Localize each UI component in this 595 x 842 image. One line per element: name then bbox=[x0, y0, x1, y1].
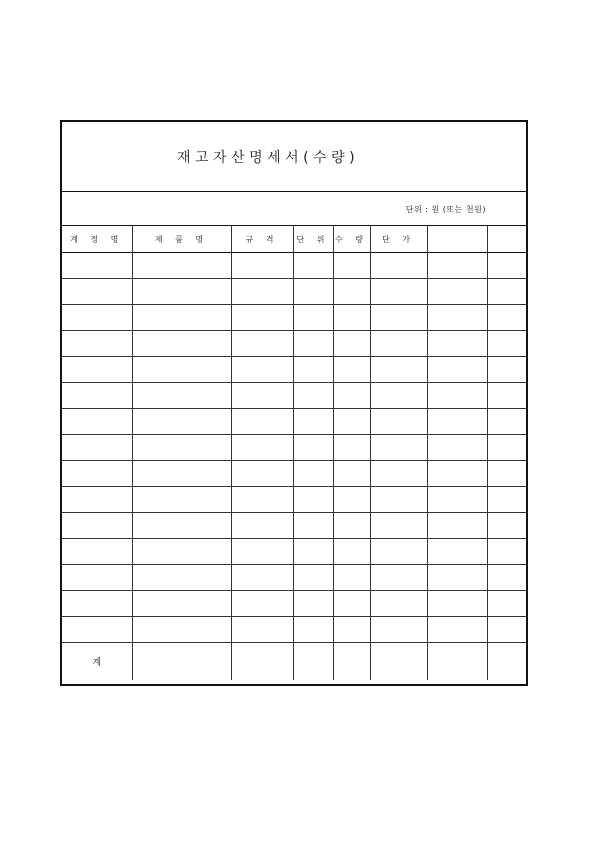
table-row bbox=[62, 435, 526, 461]
table-row bbox=[62, 383, 526, 409]
table-row bbox=[62, 487, 526, 513]
table-cell bbox=[293, 539, 333, 565]
table-cell bbox=[132, 591, 231, 617]
table-cell bbox=[231, 383, 293, 409]
table-cell bbox=[487, 435, 526, 461]
table-cell bbox=[370, 253, 427, 279]
column-header-unit-price: 단 가 bbox=[370, 226, 427, 253]
table-cell bbox=[132, 617, 231, 643]
table-cell bbox=[231, 539, 293, 565]
table-cell bbox=[427, 305, 487, 331]
table-cell bbox=[231, 253, 293, 279]
column-header-product: 제 품 명 bbox=[132, 226, 231, 253]
table-cell bbox=[62, 461, 132, 487]
table-row bbox=[62, 279, 526, 305]
table-cell bbox=[427, 435, 487, 461]
table-cell bbox=[370, 539, 427, 565]
table-cell bbox=[132, 461, 231, 487]
table-cell bbox=[62, 513, 132, 539]
table-cell bbox=[62, 565, 132, 591]
table-cell bbox=[62, 279, 132, 305]
table-cell bbox=[293, 565, 333, 591]
table-cell bbox=[370, 617, 427, 643]
column-header-account: 계 정 명 bbox=[62, 226, 132, 253]
total-cell bbox=[333, 643, 370, 681]
table-cell bbox=[132, 331, 231, 357]
table-cell bbox=[370, 591, 427, 617]
unit-block bbox=[62, 192, 526, 226]
table-cell bbox=[231, 513, 293, 539]
table-cell bbox=[487, 617, 526, 643]
inventory-table bbox=[62, 226, 526, 680]
table-cell bbox=[293, 487, 333, 513]
table-cell bbox=[231, 331, 293, 357]
table-cell bbox=[293, 513, 333, 539]
total-row bbox=[62, 643, 526, 681]
total-cell bbox=[487, 643, 526, 681]
table-cell bbox=[132, 409, 231, 435]
table-cell bbox=[62, 409, 132, 435]
table-cell bbox=[333, 435, 370, 461]
table-cell bbox=[333, 357, 370, 383]
table-cell bbox=[487, 513, 526, 539]
table-row bbox=[62, 513, 526, 539]
total-cell bbox=[427, 643, 487, 681]
table-cell bbox=[293, 617, 333, 643]
table-row bbox=[62, 331, 526, 357]
table-cell bbox=[293, 591, 333, 617]
table-cell bbox=[62, 487, 132, 513]
table-cell bbox=[333, 617, 370, 643]
table-row bbox=[62, 253, 526, 279]
table-cell bbox=[231, 357, 293, 383]
table-cell bbox=[333, 253, 370, 279]
table-cell bbox=[370, 383, 427, 409]
table-row bbox=[62, 409, 526, 435]
column-header-blank-2 bbox=[487, 226, 526, 253]
table-cell bbox=[487, 565, 526, 591]
table-cell bbox=[487, 331, 526, 357]
table-cell bbox=[293, 305, 333, 331]
unit-note: 단위 : 원 (또는 천원) bbox=[405, 205, 486, 214]
table-cell bbox=[427, 461, 487, 487]
total-cell bbox=[231, 643, 293, 681]
table-cell bbox=[427, 565, 487, 591]
table-cell bbox=[370, 513, 427, 539]
table-cell bbox=[370, 409, 427, 435]
table-row bbox=[62, 539, 526, 565]
table-cell bbox=[231, 279, 293, 305]
table-row bbox=[62, 305, 526, 331]
table-cell bbox=[62, 435, 132, 461]
table-cell bbox=[427, 513, 487, 539]
column-header-blank-1 bbox=[427, 226, 487, 253]
table-cell bbox=[333, 461, 370, 487]
table-cell bbox=[370, 461, 427, 487]
table-cell bbox=[333, 383, 370, 409]
table-cell bbox=[370, 357, 427, 383]
column-header-unit: 단 위 bbox=[293, 226, 333, 253]
table-cell bbox=[427, 409, 487, 435]
table-cell bbox=[487, 461, 526, 487]
table-cell bbox=[132, 279, 231, 305]
table-cell bbox=[231, 305, 293, 331]
table-row bbox=[62, 565, 526, 591]
table-cell bbox=[333, 487, 370, 513]
table-cell bbox=[62, 357, 132, 383]
table-cell bbox=[231, 409, 293, 435]
table-cell bbox=[62, 383, 132, 409]
table-cell bbox=[132, 487, 231, 513]
table-cell bbox=[333, 409, 370, 435]
table-row bbox=[62, 617, 526, 643]
table-cell bbox=[333, 539, 370, 565]
table-row bbox=[62, 461, 526, 487]
table-cell bbox=[333, 305, 370, 331]
table-cell bbox=[132, 357, 231, 383]
table-cell bbox=[132, 305, 231, 331]
table-cell bbox=[333, 331, 370, 357]
table-cell bbox=[231, 461, 293, 487]
table-cell bbox=[427, 279, 487, 305]
table-cell bbox=[370, 331, 427, 357]
table-cell bbox=[370, 565, 427, 591]
total-cell bbox=[293, 643, 333, 681]
table-cell bbox=[487, 253, 526, 279]
table-cell bbox=[487, 383, 526, 409]
table-cell bbox=[293, 253, 333, 279]
table-cell bbox=[487, 409, 526, 435]
header-row bbox=[62, 226, 526, 253]
table-cell bbox=[62, 617, 132, 643]
table-cell bbox=[293, 461, 333, 487]
table-cell bbox=[231, 565, 293, 591]
total-cell bbox=[132, 643, 231, 681]
table-cell bbox=[62, 539, 132, 565]
table-cell bbox=[62, 591, 132, 617]
table-cell bbox=[333, 565, 370, 591]
table-cell bbox=[132, 539, 231, 565]
table-cell bbox=[333, 591, 370, 617]
table-cell bbox=[370, 435, 427, 461]
table-cell bbox=[293, 331, 333, 357]
table-cell bbox=[62, 253, 132, 279]
table-cell bbox=[370, 279, 427, 305]
table-cell bbox=[62, 305, 132, 331]
table-cell bbox=[487, 279, 526, 305]
table-cell bbox=[333, 279, 370, 305]
table-cell bbox=[132, 383, 231, 409]
table-cell bbox=[487, 539, 526, 565]
table-cell bbox=[487, 305, 526, 331]
table-cell bbox=[333, 513, 370, 539]
table-cell bbox=[427, 331, 487, 357]
table-cell bbox=[132, 435, 231, 461]
table-cell bbox=[370, 487, 427, 513]
column-header-quantity: 수 량 bbox=[333, 226, 370, 253]
table-row bbox=[62, 357, 526, 383]
table-cell bbox=[427, 617, 487, 643]
table-cell bbox=[427, 357, 487, 383]
table-cell bbox=[427, 539, 487, 565]
inventory-form bbox=[60, 120, 528, 686]
table-cell bbox=[487, 487, 526, 513]
title-block bbox=[62, 122, 526, 192]
table-cell bbox=[427, 591, 487, 617]
table-cell bbox=[132, 253, 231, 279]
table-cell bbox=[62, 331, 132, 357]
table-cell bbox=[293, 409, 333, 435]
table-cell bbox=[132, 513, 231, 539]
table-cell bbox=[370, 305, 427, 331]
total-label: 계 bbox=[62, 643, 132, 681]
table-row bbox=[62, 591, 526, 617]
table-cell bbox=[231, 617, 293, 643]
table-cell bbox=[132, 565, 231, 591]
table-cell bbox=[293, 357, 333, 383]
table-cell bbox=[427, 383, 487, 409]
total-cell bbox=[370, 643, 427, 681]
table-cell bbox=[487, 357, 526, 383]
table-cell bbox=[231, 435, 293, 461]
table-cell bbox=[293, 279, 333, 305]
document-title: 재고자산명세서(수량) bbox=[177, 150, 360, 166]
table-cell bbox=[293, 435, 333, 461]
table-cell bbox=[231, 591, 293, 617]
table-cell bbox=[427, 487, 487, 513]
table-cell bbox=[487, 591, 526, 617]
table-cell bbox=[427, 253, 487, 279]
table-cell bbox=[293, 383, 333, 409]
table-cell bbox=[231, 487, 293, 513]
column-header-spec: 규 격 bbox=[231, 226, 293, 253]
